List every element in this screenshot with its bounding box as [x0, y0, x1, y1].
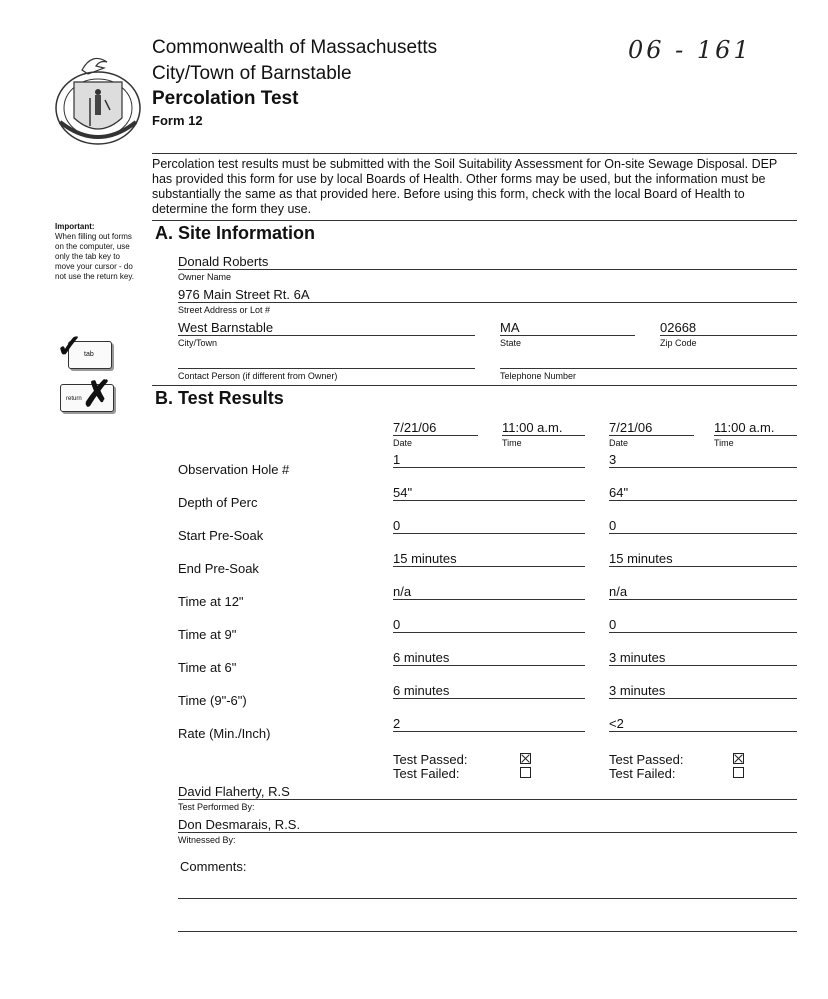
test-results-heading: B. Test Results — [155, 388, 284, 408]
test1-time-9-6[interactable]: 6 minutes — [393, 683, 450, 698]
test1-time-label: Time — [502, 438, 522, 448]
row-label-time-at-12: Time at 12" — [178, 594, 244, 609]
test2-date-value[interactable]: 7/21/06 — [609, 420, 653, 435]
owner-name-label: Owner Name — [178, 272, 232, 282]
return-key-icon: return — [60, 384, 114, 412]
witnessed-by-label: Witnessed By: — [178, 835, 236, 845]
test2-end-pre-soak[interactable]: 15 minutes — [609, 551, 673, 566]
street-address-label: Street Address or Lot # — [178, 305, 271, 315]
zip-code-value[interactable]: 02668 — [660, 320, 697, 335]
test1-time-at-6[interactable]: 6 minutes — [393, 650, 450, 665]
witnessed-by-value[interactable]: Don Desmarais, R.S. — [178, 817, 301, 832]
city-town-value[interactable]: West Barnstable — [178, 320, 274, 335]
cross-out-icon: ✗ — [82, 373, 113, 414]
row-label-time-9-6: Time (9"-6") — [178, 693, 247, 708]
massachusetts-seal — [52, 48, 144, 148]
intro-paragraph: Percolation test results must be submitted with the Soil Suitability Assessment for On-site Sewage Disposal. DEP has provided this form for use by local Boards of Health. Other forms may be used, but the information must be substantially the same as that provided here. Before using this form, check with the local Board of Health to determine the form they use. — [152, 157, 778, 216]
test1-failed-checkbox[interactable] — [520, 767, 531, 778]
comments-line[interactable] — [178, 898, 797, 899]
performed-by-value[interactable]: David Flaherty, R.S — [178, 784, 290, 799]
contact-person-label: Contact Person (if different from Owner) — [178, 371, 338, 381]
comments-line[interactable] — [178, 931, 797, 932]
handwritten-file-number: 06 - 161 — [628, 36, 752, 64]
important-label: Important: — [55, 222, 95, 231]
test2-time-at-12[interactable]: n/a — [609, 584, 628, 599]
test2-passed-checkbox[interactable] — [733, 753, 744, 764]
row-label-start-pre-soak: Start Pre-Soak — [178, 528, 264, 543]
tab-key-icon: tab — [68, 341, 112, 369]
test2-time-at-6[interactable]: 3 minutes — [609, 650, 666, 665]
test1-end-pre-soak[interactable]: 15 minutes — [393, 551, 457, 566]
state-label: State — [500, 338, 522, 348]
test2-time-value[interactable]: 11:00 a.m. — [714, 420, 775, 435]
page-title: Percolation Test — [152, 88, 299, 109]
site-information-heading: A. Site Information — [155, 223, 316, 243]
test2-date-label: Date — [609, 438, 629, 448]
test1-depth-of-perc[interactable]: 54" — [393, 485, 413, 500]
test1-time-value[interactable]: 11:00 a.m. — [502, 420, 563, 435]
test2-failed-checkbox[interactable] — [733, 767, 744, 778]
comments-label: Comments: — [180, 859, 247, 874]
owner-name-value[interactable]: Donald Roberts — [178, 254, 269, 269]
row-label-end-pre-soak: End Pre-Soak — [178, 561, 259, 576]
test1-observation-hole[interactable]: 1 — [393, 452, 401, 467]
test2-passed-label: Test Passed: — [609, 752, 684, 767]
test1-time-at-9[interactable]: 0 — [393, 617, 401, 632]
important-note: When filling out forms on the computer, use only the tab key to move your cursor - do not use the return key. — [55, 232, 135, 281]
test1-date-value[interactable]: 7/21/06 — [393, 420, 437, 435]
test2-failed-label: Test Failed: — [609, 766, 676, 781]
test1-time-at-12[interactable]: n/a — [393, 584, 412, 599]
test2-observation-hole[interactable]: 3 — [609, 452, 617, 467]
row-label-observation-hole: Observation Hole # — [178, 462, 290, 477]
test1-rate[interactable]: 2 — [393, 716, 401, 731]
performed-by-label: Test Performed By: — [178, 802, 255, 812]
form-number: Form 12 — [152, 113, 203, 128]
test2-rate[interactable]: <2 — [609, 716, 624, 731]
test1-start-pre-soak[interactable]: 0 — [393, 518, 401, 533]
state-value[interactable]: MA — [500, 320, 520, 335]
test2-time-label: Time — [714, 438, 734, 448]
test2-start-pre-soak[interactable]: 0 — [609, 518, 617, 533]
test1-passed-label: Test Passed: — [393, 752, 468, 767]
test2-time-9-6[interactable]: 3 minutes — [609, 683, 666, 698]
row-label-time-at-9: Time at 9" — [178, 627, 237, 642]
city-town-label: City/Town — [178, 338, 218, 348]
street-address-value[interactable]: 976 Main Street Rt. 6A — [178, 287, 310, 302]
zip-code-label: Zip Code — [660, 338, 697, 348]
test2-time-at-9[interactable]: 0 — [609, 617, 617, 632]
row-label-depth-of-perc: Depth of Perc — [178, 495, 258, 510]
row-label-time-at-6: Time at 6" — [178, 660, 237, 675]
header-commonwealth: Commonwealth of Massachusetts — [152, 37, 438, 58]
test1-date-label: Date — [393, 438, 413, 448]
checkmark-icon: ✓ — [56, 328, 83, 364]
test2-depth-of-perc[interactable]: 64" — [609, 485, 629, 500]
test1-failed-label: Test Failed: — [393, 766, 460, 781]
test1-passed-checkbox[interactable] — [520, 753, 531, 764]
row-label-rate: Rate (Min./Inch) — [178, 726, 271, 741]
telephone-label: Telephone Number — [500, 371, 577, 381]
header-city-town: City/Town of Barnstable — [152, 63, 352, 84]
